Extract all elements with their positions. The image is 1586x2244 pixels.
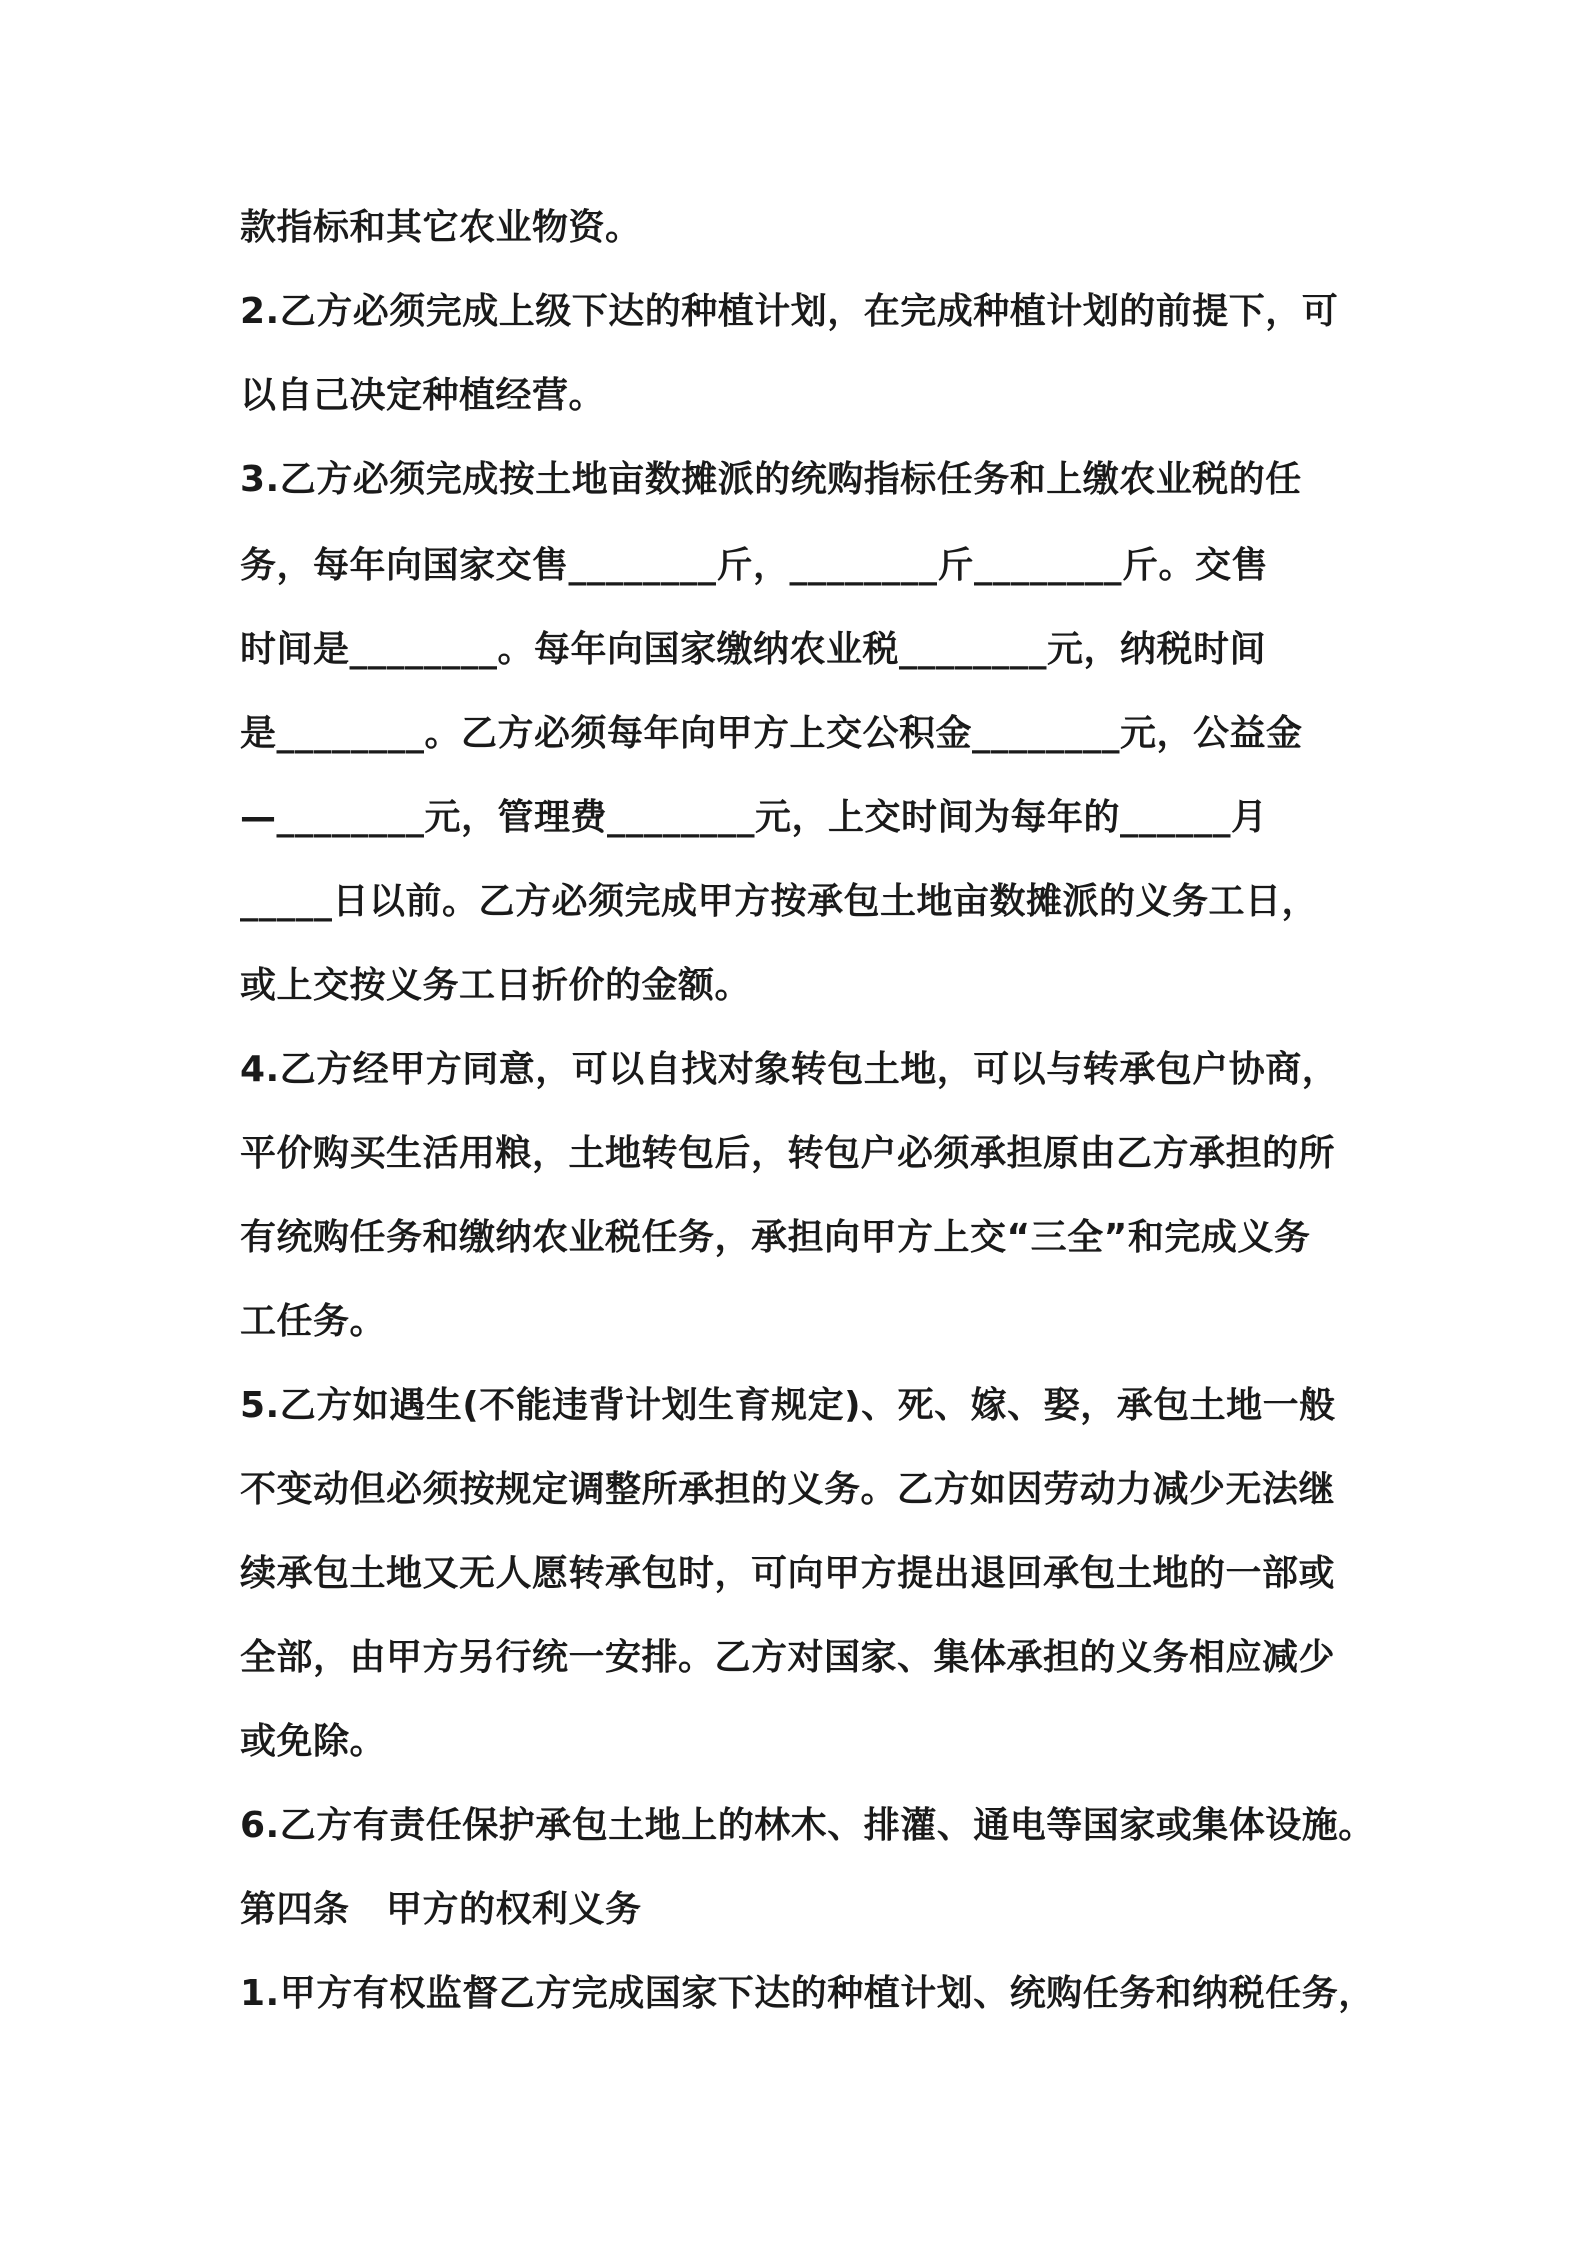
text-line: 平价购买生活用粮，土地转包后，转包户必须承担原由乙方承担的所 (240, 1133, 1336, 1174)
text-line: 款指标和其它农业物资。 (240, 207, 642, 248)
text-line: 是________。乙方必须每年向甲方上交公积金________元，公益金 (240, 713, 1303, 754)
text-line: —________元，管理费________元，上交时间为每年的______月 (240, 797, 1268, 838)
text-line: 时间是________。每年向国家缴纳农业税________元，纳税时间 (240, 629, 1267, 670)
text-line: 6.乙方有责任保护承包土地上的林木、排灌、通电等国家或集体设施。 (240, 1805, 1375, 1846)
text-line: 全部，由甲方另行统一安排。乙方对国家、集体承担的义务相应减少 (240, 1637, 1336, 1678)
section-heading: 第四条 甲方的权利义务 (240, 1889, 642, 1930)
text-line: 不变动但必须按规定调整所承担的义务。乙方如因劳动力减少无法继 (240, 1469, 1336, 1510)
text-line: 务，每年向国家交售________斤，________斤________斤。交售 (240, 545, 1269, 586)
text-line: 3.乙方必须完成按土地亩数摊派的统购指标任务和上缴农业税的任 (240, 459, 1302, 500)
text-line: 或上交按义务工日折价的金额。 (240, 965, 752, 1006)
text-line: 或免除。 (240, 1721, 387, 1762)
text-line: _____日以前。乙方必须完成甲方按承包土地亩数摊派的义务工日， (240, 881, 1319, 922)
text-line: 4.乙方经甲方同意，可以自找对象转包土地，可以与转承包户协商， (240, 1049, 1339, 1090)
text-line: 以自己决定种植经营。 (240, 375, 606, 416)
text-line: 工任务。 (240, 1301, 387, 1342)
text-line: 有统购任务和缴纳农业税任务，承担向甲方上交“三全”和完成义务 (240, 1217, 1311, 1258)
text-line: 5.乙方如遇生(不能违背计划生育规定)、死、嫁、娶，承包土地一般 (240, 1385, 1336, 1426)
text-line: 2.乙方必须完成上级下达的种植计划，在完成种植计划的前提下，可 (240, 291, 1339, 332)
text-line: 续承包土地又无人愿转承包时，可向甲方提出退回承包土地的一部或 (240, 1553, 1336, 1594)
text-line: 1.甲方有权监督乙方完成国家下达的种植计划、统购任务和纳税任务， (240, 1973, 1375, 2014)
